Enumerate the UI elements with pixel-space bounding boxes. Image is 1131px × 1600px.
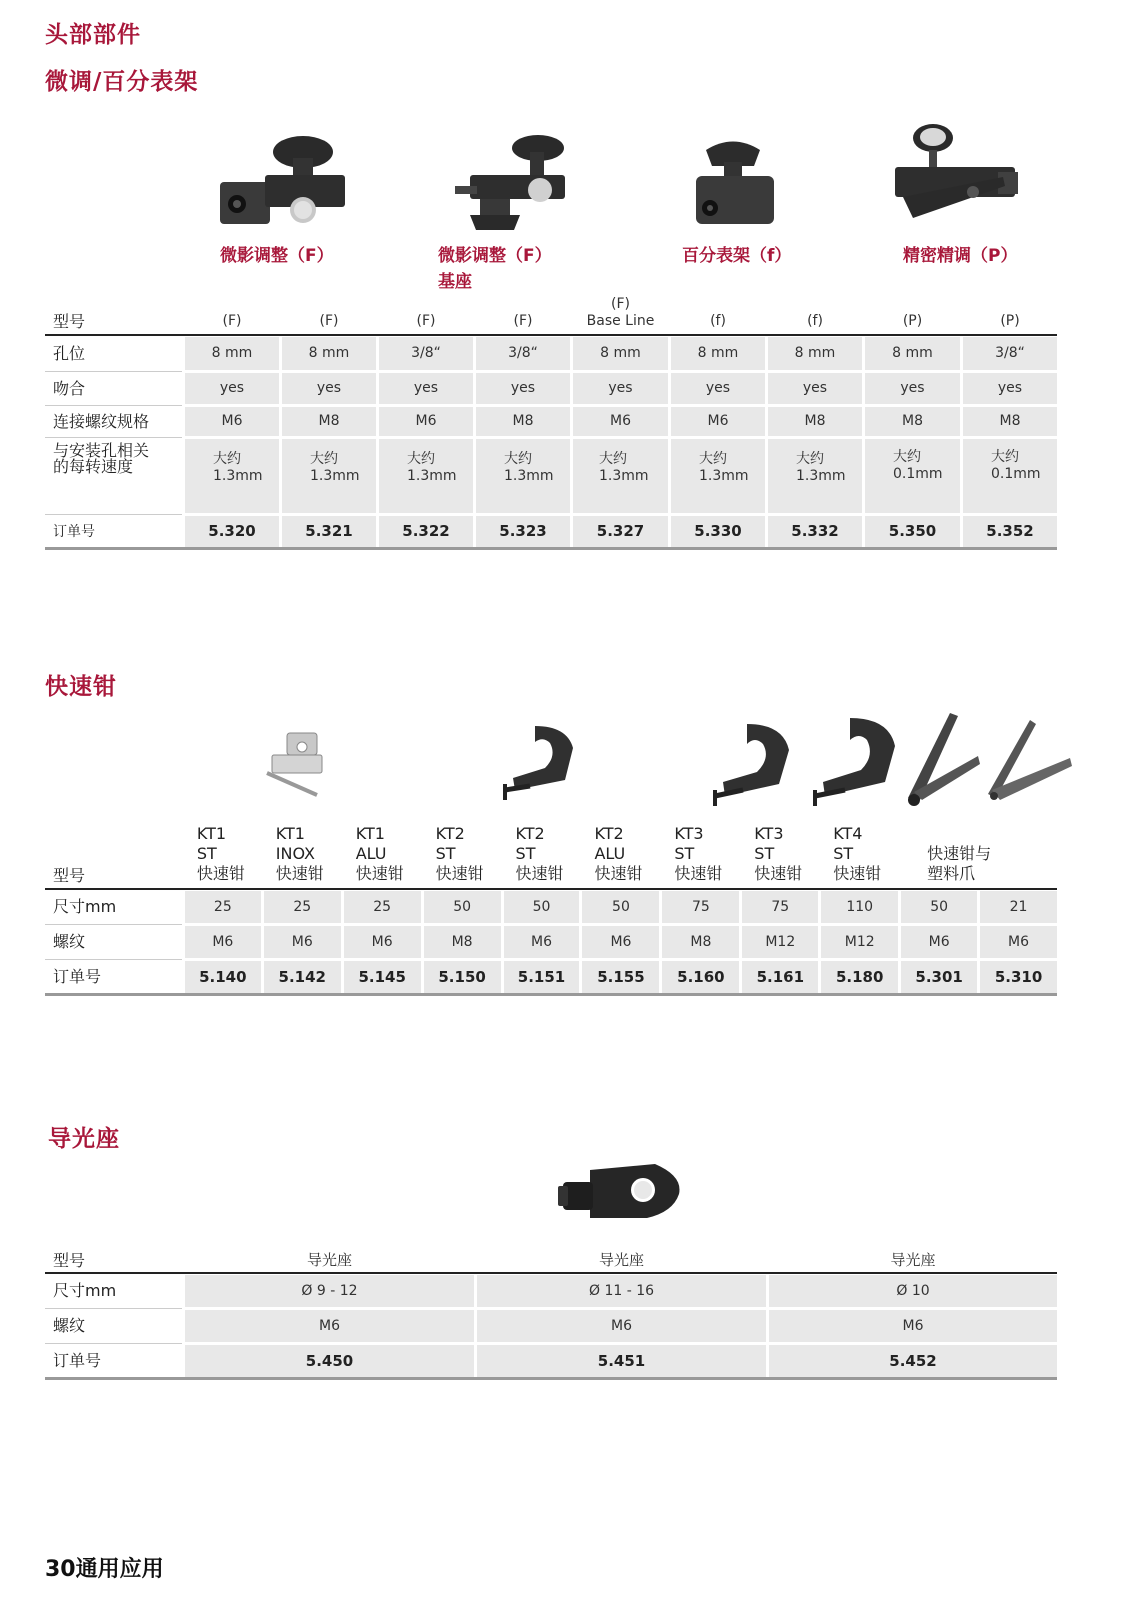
table-header-cell: KT1 ALU 快速钳 [355,824,404,883]
order-number-cell: 5.450 [182,1345,474,1377]
table-cell: yes [376,373,473,404]
column-header-model: 型号 [53,1251,86,1270]
spec-table-light-guide [45,1242,1057,1382]
table-row [45,373,1057,404]
table-cell: 大约 1.3mm [279,439,376,513]
product-label-precision-adjust: 精密精调（P） [903,246,1018,266]
row-label: 吻合 [53,378,86,398]
table-cell: 8 mm [182,337,279,370]
dial-indicator-holder-image [688,128,778,228]
table-cell: M8 [659,926,739,958]
table-row [45,926,1057,958]
table-cell: 50 [898,891,977,923]
table-cell: 8 mm [668,337,765,370]
table-cell: 3/8“ [473,337,570,370]
table-cell: 21 [977,891,1057,923]
product-label-fine-adjust: 微影调整（F） [220,246,334,266]
order-number-cell: 5.322 [376,516,473,547]
table-header-cell: (P) [1000,313,1020,329]
table-cell: 75 [659,891,739,923]
row-label: 订单号 [53,523,95,540]
table-cell: 110 [818,891,898,923]
row-label: 尺寸mm [53,1281,117,1300]
table-cell: yes [960,373,1057,404]
table-cell: M8 [960,407,1057,436]
order-number-cell: 5.350 [862,516,960,547]
table-cell: M6 [579,926,659,958]
table-cell: M12 [739,926,818,958]
row-label: 尺寸mm [53,897,117,916]
table-cell: M8 [473,407,570,436]
table-header-cell: (F) [319,313,339,329]
table-cell: M6 [182,1310,474,1342]
table-cell: 50 [421,891,501,923]
table-cell: 25 [182,891,261,923]
row-label: 螺纹 [53,1316,86,1335]
spec-table-head-parts [45,290,1057,550]
table-cell: M8 [279,407,376,436]
table-header-cell: 导光座 [598,1251,644,1269]
table-cell: 大约 0.1mm [862,439,960,513]
section-title-light-guide-holder: 导光座 [48,1126,120,1152]
table-cell: yes [862,373,960,404]
table-cell: Ø 9 - 12 [182,1275,474,1307]
precision-adjust-holder-image [893,122,1023,227]
table-header-cell: (P) [902,313,923,329]
table-cell: 大约 1.3mm [376,439,473,513]
table-row [45,337,1057,370]
order-number-cell: 5.310 [977,961,1057,993]
table-cell: yes [182,373,279,404]
order-number-cell: 5.451 [474,1345,766,1377]
clamp-kt3-image [705,718,795,808]
order-number-cell: 5.452 [766,1345,1057,1377]
order-number-cell: 5.332 [765,516,862,547]
table-cell: 50 [579,891,659,923]
clamp-kt2-image [495,718,580,803]
order-number-cell: 5.140 [182,961,261,993]
table-cell: M8 [421,926,501,958]
table-cell: 大约 0.1mm [960,439,1057,513]
order-number-cell: 5.301 [898,961,977,993]
table-row [45,439,1057,513]
table-cell: M6 [898,926,977,958]
table-row [45,961,1057,993]
clamp-kt1-image [262,725,337,800]
row-label: 连接螺纹规格 [53,411,150,431]
table-cell: 大约 1.3mm [473,439,570,513]
order-number-cell: 5.142 [261,961,341,993]
table-cell: 大约 1.3mm [668,439,765,513]
table-header-cell: (f) [710,313,726,329]
table-row [45,407,1057,436]
table-cell: 大约 1.3mm [765,439,862,513]
table-cell: 50 [501,891,580,923]
light-guide-holder-image [555,1160,685,1230]
table-cell: 8 mm [862,337,960,370]
order-number-cell: 5.150 [421,961,501,993]
table-header-cell: (F) [513,313,533,329]
table-row [45,516,1057,547]
table-cell: M8 [765,407,862,436]
table-header-cell: KT3 ST 快速钳 [754,824,803,883]
table-cell: 75 [739,891,818,923]
table-cell: 8 mm [279,337,376,370]
table-cell: 3/8“ [376,337,473,370]
row-label: 与安装孔相关 的每转速度 [53,441,150,476]
order-number-cell: 5.160 [659,961,739,993]
order-number-cell: 5.155 [579,961,659,993]
table-cell: 3/8“ [960,337,1057,370]
order-number-cell: 5.330 [668,516,765,547]
table-row [45,1310,1057,1342]
table-cell: M6 [501,926,580,958]
order-number-cell: 5.352 [960,516,1057,547]
row-label: 订单号 [53,967,102,986]
row-label: 孔位 [53,343,86,363]
table-cell: 25 [341,891,421,923]
table-header-cell: KT1 INOX 快速钳 [275,824,324,883]
table-cell: M6 [570,407,668,436]
order-number-cell: 5.323 [473,516,570,547]
table-header-cell: (F) [416,313,436,329]
clamp-plastic-jaw-image [900,708,1080,813]
table-cell: 大约 1.3mm [570,439,668,513]
table-cell: M6 [182,407,279,436]
table-cell: yes [765,373,862,404]
table-cell: M6 [182,926,261,958]
table-cell: 8 mm [765,337,862,370]
table-header-cell: (F) Base Line [586,296,655,329]
order-number-cell: 5.145 [341,961,421,993]
table-header-cell: KT2 ALU 快速钳 [594,824,643,883]
table-header-cell: 导光座 [306,1251,352,1269]
table-cell: M6 [766,1310,1057,1342]
table-cell: 8 mm [570,337,668,370]
table-cell: 25 [261,891,341,923]
row-label: 螺纹 [53,932,86,951]
fine-adjust-base-holder-image [450,130,580,235]
order-number-cell: 5.320 [182,516,279,547]
order-number-cell: 5.321 [279,516,376,547]
table-cell: yes [570,373,668,404]
table-header-cell: KT4 ST 快速钳 [833,824,882,883]
table-cell: M6 [977,926,1057,958]
table-row [45,1275,1057,1307]
table-cell: Ø 11 - 16 [474,1275,766,1307]
product-label-fine-adjust-base: 微影调整（F） 基座 [438,246,552,292]
order-number-cell: 5.327 [570,516,668,547]
product-label-dial-holder: 百分表架（f） [682,246,792,266]
table-header-cell: KT2 ST 快速钳 [515,824,564,883]
table-cell: M8 [862,407,960,436]
column-header-model: 型号 [53,312,86,331]
table-cell: 大约 1.3mm [182,439,279,513]
table-cell: M12 [818,926,898,958]
table-cell: Ø 10 [766,1275,1057,1307]
spec-table-quick-clamp [45,808,1057,998]
table-header-cell: KT1 ST 快速钳 [196,824,245,883]
table-cell: M6 [668,407,765,436]
section-title-quick-clamp: 快速钳 [45,674,117,700]
order-number-cell: 5.151 [501,961,580,993]
order-number-cell: 5.180 [818,961,898,993]
table-cell: M6 [474,1310,766,1342]
fine-adjust-holder-image [215,130,350,230]
column-header-model: 型号 [53,866,86,885]
table-header-cell: 快速钳与 塑料爪 [927,844,992,883]
table-header-cell: 导光座 [890,1251,936,1269]
table-row [45,1345,1057,1377]
table-cell: M6 [376,407,473,436]
table-cell: yes [473,373,570,404]
section-title-head-parts: 头部部件 [45,22,141,48]
row-label: 订单号 [53,1351,102,1370]
table-row [45,891,1057,923]
table-header-cell: KT2 ST 快速钳 [435,824,484,883]
clamp-kt4-image [805,712,900,807]
page-footer: 30通用应用 [45,1557,164,1582]
table-cell: M6 [261,926,341,958]
table-header-cell: (f) [807,313,823,329]
table-header-cell: KT3 ST 快速钳 [674,824,723,883]
table-header-cell: (F) [222,313,242,329]
section-subtitle-fine-adjust: 微调/百分表架 [45,69,199,95]
table-cell: M6 [341,926,421,958]
order-number-cell: 5.161 [739,961,818,993]
table-cell: yes [279,373,376,404]
table-cell: yes [668,373,765,404]
